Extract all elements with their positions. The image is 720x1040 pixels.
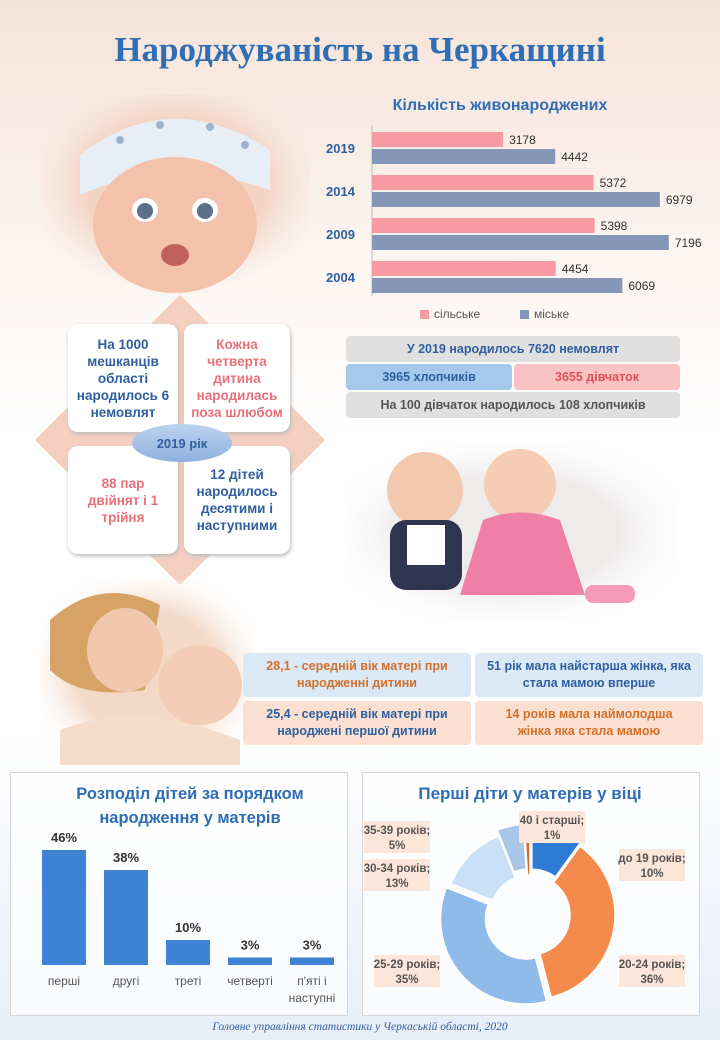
births-year-label: 2004 bbox=[326, 270, 355, 285]
births-legend bbox=[420, 306, 620, 324]
birth-order-category: другі bbox=[112, 974, 140, 988]
birth-order-value: 38% bbox=[112, 850, 140, 865]
babies-photo bbox=[345, 445, 675, 620]
girls-count: 3655 дівчаток bbox=[514, 364, 680, 390]
donut-slice-pct: 36% bbox=[640, 974, 664, 986]
donut-slice-pct: 13% bbox=[385, 878, 409, 890]
legend-swatch-rural bbox=[420, 310, 429, 319]
page-title: Народжуваність на Черкащині bbox=[114, 30, 606, 69]
donut-slice-label: 25-29 років; bbox=[373, 959, 441, 971]
donut-slice-pct: 35% bbox=[395, 974, 419, 986]
legend-rural: сільське bbox=[434, 307, 481, 321]
first-child-age-title: Перші діти у матерів у віці bbox=[418, 784, 642, 803]
birth-order-bar bbox=[166, 940, 210, 965]
fact-tenth-plus: 12 дітей народилось десятими і наступними bbox=[184, 446, 290, 554]
births-chart bbox=[320, 120, 702, 300]
donut-slice-pct: 5% bbox=[388, 840, 406, 852]
births-value-label: 5372 bbox=[599, 176, 627, 190]
births-bar-urban bbox=[372, 278, 622, 293]
legend-swatch-urban bbox=[520, 310, 529, 319]
total-births: У 2019 народилось 7620 немовлят bbox=[346, 336, 680, 362]
birth-order-category: перші bbox=[47, 974, 81, 988]
boys-count: 3965 хлопчиків bbox=[346, 364, 512, 390]
births-bar-urban bbox=[372, 192, 660, 207]
footer-source: Головне управління статистики у Черкаській області, 2020 bbox=[212, 1021, 508, 1033]
avg-first-child-age: 25,4 - середній вік матері при народжені першої дитини bbox=[243, 701, 471, 745]
birth-order-category: треті bbox=[174, 974, 202, 988]
avg-mother-age: 28,1 - середній вік матері при народженні дитини bbox=[243, 653, 471, 697]
youngest-mother: 14 років мала наймолодша жінка яка стала мамою bbox=[475, 701, 703, 745]
births-year-label: 2014 bbox=[326, 184, 355, 199]
birth-order-category: четверті bbox=[227, 974, 273, 988]
birth-order-value: 46% bbox=[50, 830, 78, 845]
births-value-label: 7196 bbox=[674, 236, 702, 250]
boys-girls-ratio: На 100 дівчаток народилось 108 хлопчиків bbox=[346, 392, 680, 418]
donut-slice-label: до 19 років; bbox=[618, 853, 686, 865]
births-value-label: 4442 bbox=[561, 150, 588, 164]
birth-order-bar bbox=[228, 958, 272, 966]
donut-slice-label: 35-39 років; bbox=[363, 825, 431, 837]
year-badge: 2019 рік bbox=[132, 424, 232, 462]
birth-order-value: 3% bbox=[240, 937, 260, 953]
births-bar-rural bbox=[372, 218, 595, 233]
birth-order-value: 10% bbox=[174, 920, 202, 935]
births-value-label: 4454 bbox=[561, 262, 589, 276]
births-value-label: 5398 bbox=[600, 219, 628, 233]
fact-per-1000: На 1000 мешканців області народилось 6 немовлят bbox=[68, 324, 178, 432]
oldest-first-mother: 51 рік мала найстарша жінка, яка стала мамою вперше bbox=[475, 653, 703, 697]
births-year-label: 2009 bbox=[326, 227, 355, 242]
birth-order-bar bbox=[42, 850, 86, 965]
births-value-label: 3178 bbox=[509, 133, 536, 147]
fact-out-of-wedlock: Кожна четверта дитина народилась поза шлюбом bbox=[184, 324, 290, 432]
birth-order-value: 3% bbox=[302, 937, 322, 953]
birth-order-category: п'яті і наступні bbox=[288, 974, 336, 1005]
births-bar-urban bbox=[372, 235, 669, 250]
baby-photo bbox=[40, 95, 310, 295]
mother-baby-photo bbox=[40, 580, 255, 765]
birth-order-bar bbox=[104, 870, 148, 965]
births-chart-title: Кількість живонароджених bbox=[392, 97, 608, 114]
births-bar-rural bbox=[372, 261, 556, 276]
donut-slice-pct: 10% bbox=[640, 868, 664, 880]
birth-order-bar bbox=[290, 958, 334, 966]
donut-slice bbox=[440, 888, 546, 1004]
births-value-label: 6069 bbox=[628, 279, 656, 293]
births-bar-urban bbox=[372, 149, 555, 164]
birth-order-chart bbox=[20, 810, 350, 1010]
births-bar-rural bbox=[372, 175, 594, 190]
births-value-label: 6979 bbox=[665, 193, 693, 207]
donut-slice-pct: 1% bbox=[543, 830, 561, 842]
donut-slice-label: 30-34 років; bbox=[363, 863, 431, 875]
births-year-label: 2019 bbox=[326, 141, 355, 156]
donut-slice-label: 40 і старші; bbox=[519, 815, 585, 827]
legend-urban: міське bbox=[534, 307, 570, 321]
donut-slice-label: 20-24 років; bbox=[618, 959, 686, 971]
fact-twins: 88 пар двійнят і 1 трійня bbox=[68, 446, 178, 554]
births-bar-rural bbox=[372, 132, 503, 147]
birth-order-title: Розподіл дітей за порядком народження у матерів bbox=[76, 785, 304, 827]
first-child-age-donut bbox=[362, 800, 698, 1014]
